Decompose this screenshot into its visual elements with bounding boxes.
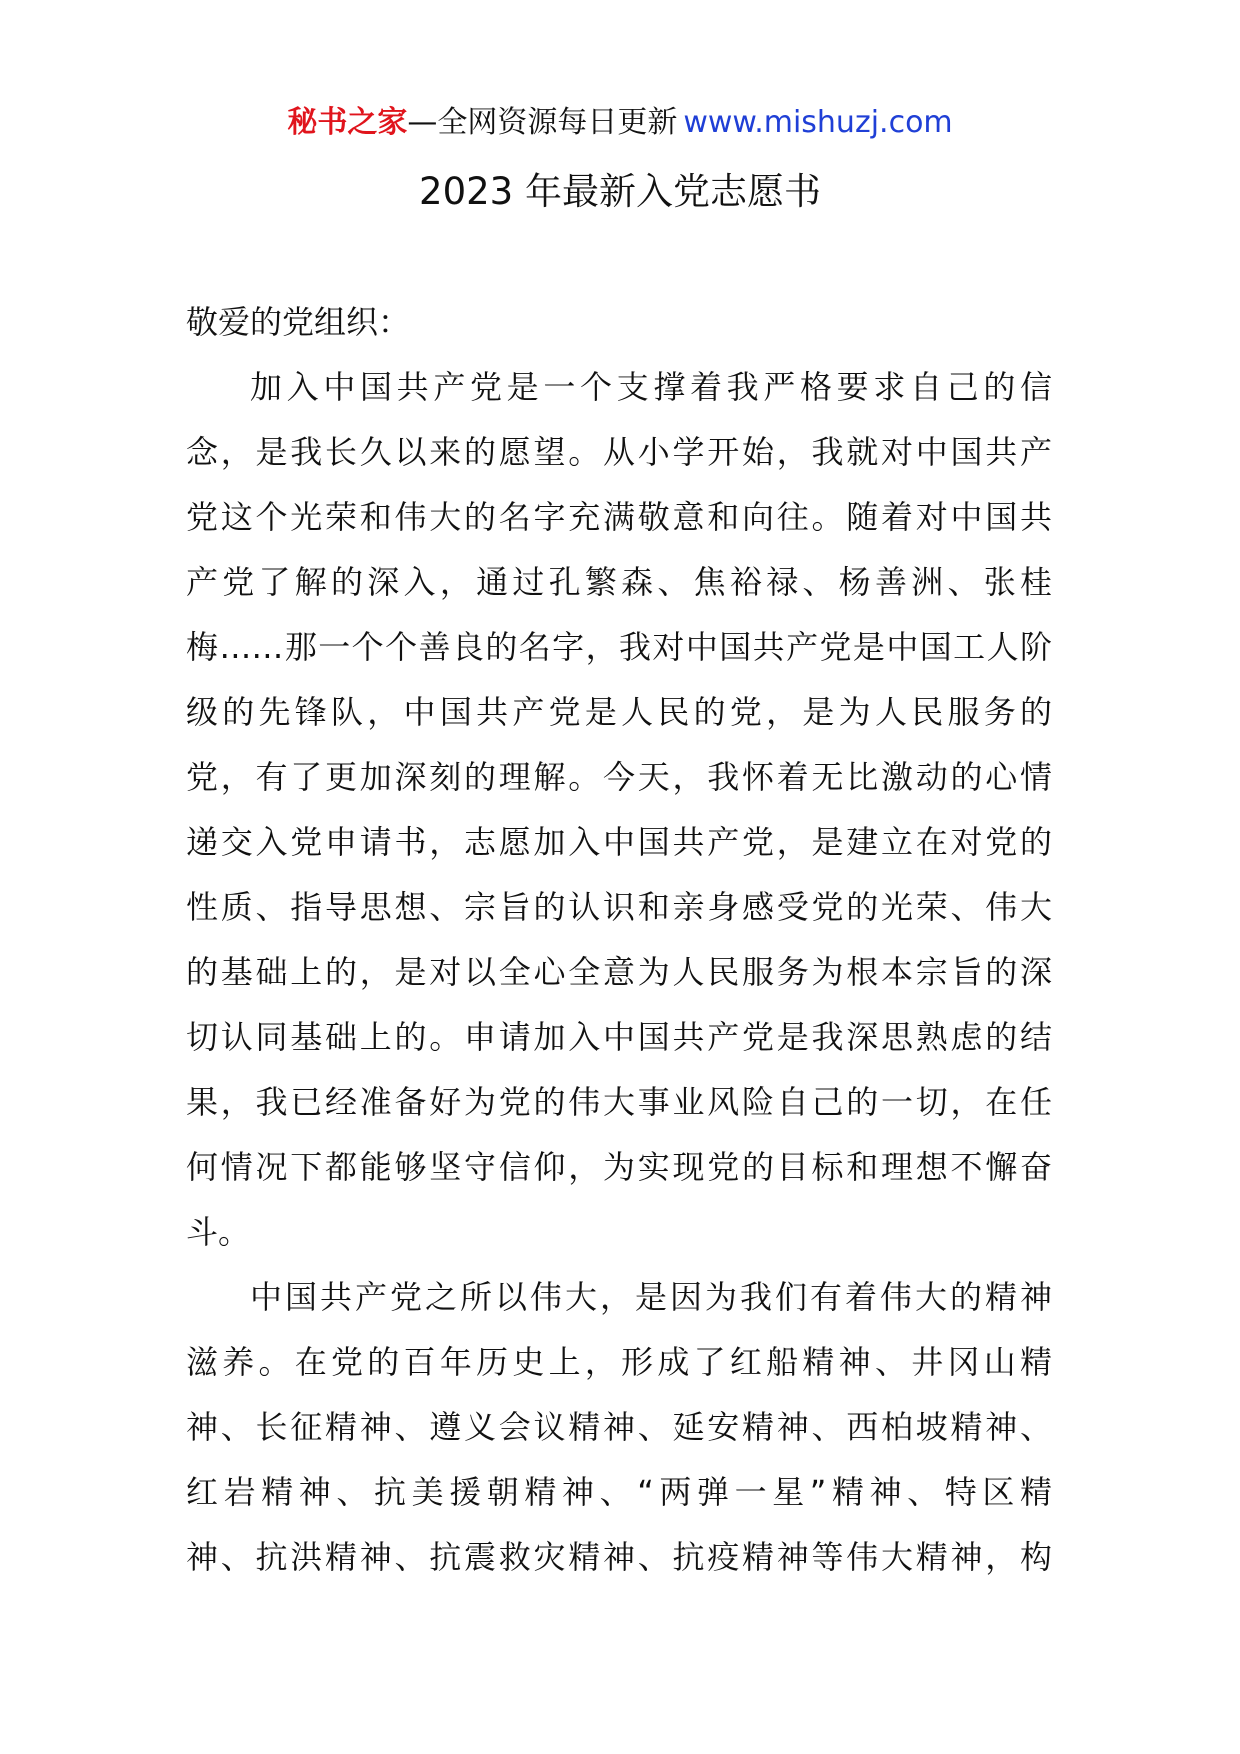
paragraph-line: 红岩精神、抗美援朝精神、“两弹一星”精神、特区精 <box>186 1473 1052 1511</box>
paragraph-line: 滋养。在党的百年历史上，形成了红船精神、井冈山精 <box>186 1343 1052 1381</box>
paragraph-line: 性质、指导思想、宗旨的认识和亲身感受党的光荣、伟大 <box>186 888 1052 926</box>
paragraph-line: 神、抗洪精神、抗震救灾精神、抗疫精神等伟大精神，构 <box>186 1538 1052 1576</box>
paragraph-line: 中国共产党之所以伟大，是因为我们有着伟大的精神 <box>250 1278 1052 1316</box>
site-brand: 秘书之家 <box>287 105 408 140</box>
paragraph-1 <box>186 355 1052 1265</box>
paragraph-line: 神、长征精神、遵义会议精神、延安精神、西柏坡精神、 <box>186 1408 1052 1446</box>
site-header <box>0 98 1240 148</box>
paragraph-line: 斗。 <box>186 1213 251 1251</box>
paragraph-line: 何情况下都能够坚守信仰，为实现党的目标和理想不懈奋 <box>186 1148 1052 1186</box>
site-url-link[interactable]: www.mishuzj.com <box>683 105 953 140</box>
paragraph-line: 加入中国共产党是一个支撑着我严格要求自己的信 <box>250 368 1052 406</box>
paragraph-line: 党这个光荣和伟大的名字充满敬意和向往。随着对中国共 <box>186 498 1052 536</box>
paragraph-line: 的基础上的，是对以全心全意为人民服务为根本宗旨的深 <box>186 953 1052 991</box>
paragraph-line: 党，有了更加深刻的理解。今天，我怀着无比激动的心情 <box>186 758 1052 796</box>
document-title: 2023 年最新入党志愿书 <box>419 170 821 213</box>
site-tagline: —全网资源每日更新 <box>407 105 678 140</box>
paragraph-line: 级的先锋队，中国共产党是人民的党，是为人民服务的 <box>186 693 1052 731</box>
paragraph-line: 念，是我长久以来的愿望。从小学开始，我就对中国共产 <box>186 433 1052 471</box>
paragraph-line: 切认同基础上的。申请加入中国共产党是我深思熟虑的结 <box>186 1018 1052 1056</box>
document-body <box>186 290 1052 1590</box>
paragraph-2 <box>186 1265 1052 1590</box>
greeting-line: 敬爱的党组织： <box>186 303 411 341</box>
paragraph-line: 梅……那一个个善良的名字，我对中国共产党是中国工人阶 <box>186 628 1052 666</box>
paragraph-line: 产党了解的深入，通过孔繁森、焦裕禄、杨善洲、张桂 <box>186 563 1052 601</box>
paragraph-line: 果，我已经准备好为党的伟大事业风险自己的一切，在任 <box>186 1083 1052 1121</box>
paragraph-line: 递交入党申请书，志愿加入中国共产党，是建立在对党的 <box>186 823 1052 861</box>
